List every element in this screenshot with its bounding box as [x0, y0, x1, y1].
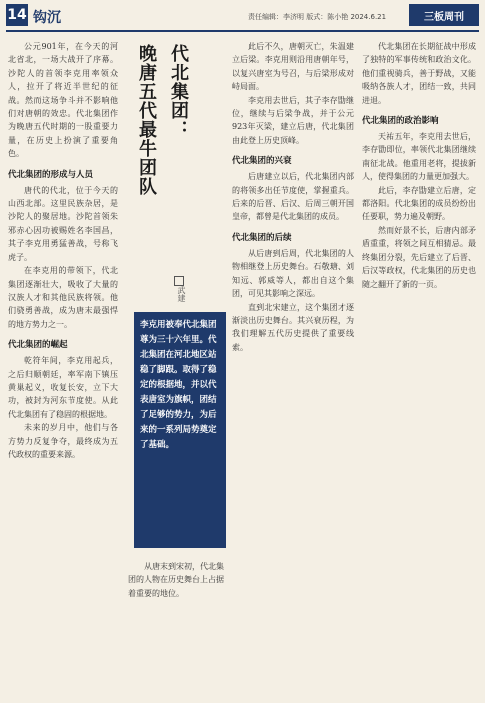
pull-quote: 李克用被奉代北集团尊为三十六年里。代北集团在河北地区站稳了脚跟。取得了稳定的根据地，并以代表唐室为旗帜，团结了足够的势力，为后来的一系列局势奠定了基础。: [134, 312, 226, 548]
subheading: 代北集团的后续: [232, 232, 292, 243]
section-title: 钩沉: [33, 10, 61, 26]
byline: 武建: [177, 286, 186, 302]
paragraph: 代北集团在长期征战中形成了独特的军事传统和政治文化。他们重视骑兵，善于野战，又能吸纳各族人才，团结一致，共同进退。: [362, 42, 476, 105]
headline-line2: 晚唐五代最牛团队: [136, 44, 157, 196]
paragraph: 从后唐到后周，代北集团的人物相继登上历史舞台。石敬瑭、刘知远、郭威等人，都出自这个集团，可见其影响之深远。: [232, 248, 354, 299]
paragraph: 乾符年间，李克用起兵，之后归顺朝廷，率军南下镇压黄巢起义，收复长安，立下大功，被封为河东节度使。从此代北集团有了稳固的根据地。: [8, 356, 118, 419]
paragraph: 未来的岁月中，他们与各方势力反复争夺，最终成为五代政权的重要来源。: [8, 423, 118, 459]
paragraph: 唐代的代北，位于今天的山西北部。这里民族杂居，是沙陀人的聚居地。沙陀首领朱邪赤心因功被赐姓名李国昌，其子李克用勇猛善战，号称飞虎子。: [8, 185, 118, 262]
brand-logo: 三板周刊: [409, 4, 479, 26]
editor-meta: 责任编辑：李济明 版式：陈小艳 2024.6.21: [248, 13, 387, 21]
headline-line1: 代北集团：: [168, 44, 189, 139]
paragraph: 李克用去世后，其子李存勖继位，继续与后梁争战，并于公元923年灭梁，建立后唐，代北集团由此登上历史顶峰。: [232, 95, 354, 145]
headline-block: [128, 40, 224, 340]
paragraph: 从唐末到宋初，代北集团的人物在历史舞台上占据着重要的地位。: [128, 562, 224, 598]
subheading: 代北集团的政治影响: [362, 116, 439, 127]
paragraph: 然而好景不长，后唐内部矛盾重重，将领之间互相猜忌。最终集团分裂，先后建立了后晋、后汉等政权，代北集团的历史也随之翻开了新的一页。: [362, 225, 476, 289]
paragraph: 公元901年，在今天的河北省北，一场大战开了序幕。沙陀人的首领李克用率领众人，拉开了将近半世纪的征战。然而这场争斗并不影响他们对唐朝的效忠。代北集团作为晚唐五代时期的一股重要力量，在历史上扮演了重要角色。: [8, 42, 118, 159]
paragraph: 在李克用的带领下，代北集团逐渐壮大，吸收了大量的汉族人才和其他民族将领。他们骁勇善战，成为唐末最强悍的地方势力之一。: [8, 266, 118, 329]
page-header: [0, 0, 485, 30]
column-1: [8, 40, 118, 690]
paragraph: 天祐五年，李克用去世后，李存勖即位，率领代北集团继续南征北战。他重用老将，提拔新人，使得集团的力量更加强大。: [362, 132, 476, 182]
header-rule: [6, 30, 479, 32]
paragraph: 直到北宋建立，这个集团才逐渐淡出历史舞台。其兴衰历程，为我们理解五代历史提供了重要线索。: [232, 302, 354, 352]
paragraph: 此后不久，唐朝灭亡，朱温建立后梁。李克用则沿用唐朝年号，以复兴唐室为号召，与后梁形成对峙局面。: [232, 42, 354, 92]
byline-box-icon: [174, 276, 184, 286]
page-number: 14: [6, 4, 28, 26]
subheading: 代北集团的兴衰: [232, 156, 292, 167]
middle-column-text: [128, 560, 224, 600]
subheading: 代北集团的崛起: [8, 340, 68, 351]
column-2: [232, 40, 354, 690]
paragraph: 后唐建立以后，代北集团内部的将领多出任节度使，掌握重兵。后来的后晋、后汉、后周三朝开国皇帝，都曾是代北集团的成员。: [232, 172, 354, 222]
paragraph: 此后，李存勖建立后唐，定都洛阳。代北集团的成员纷纷出任要职，势力遍及朝野。: [362, 185, 476, 222]
subheading: 代北集团的形成与人员: [8, 169, 94, 180]
column-3: [362, 40, 476, 690]
